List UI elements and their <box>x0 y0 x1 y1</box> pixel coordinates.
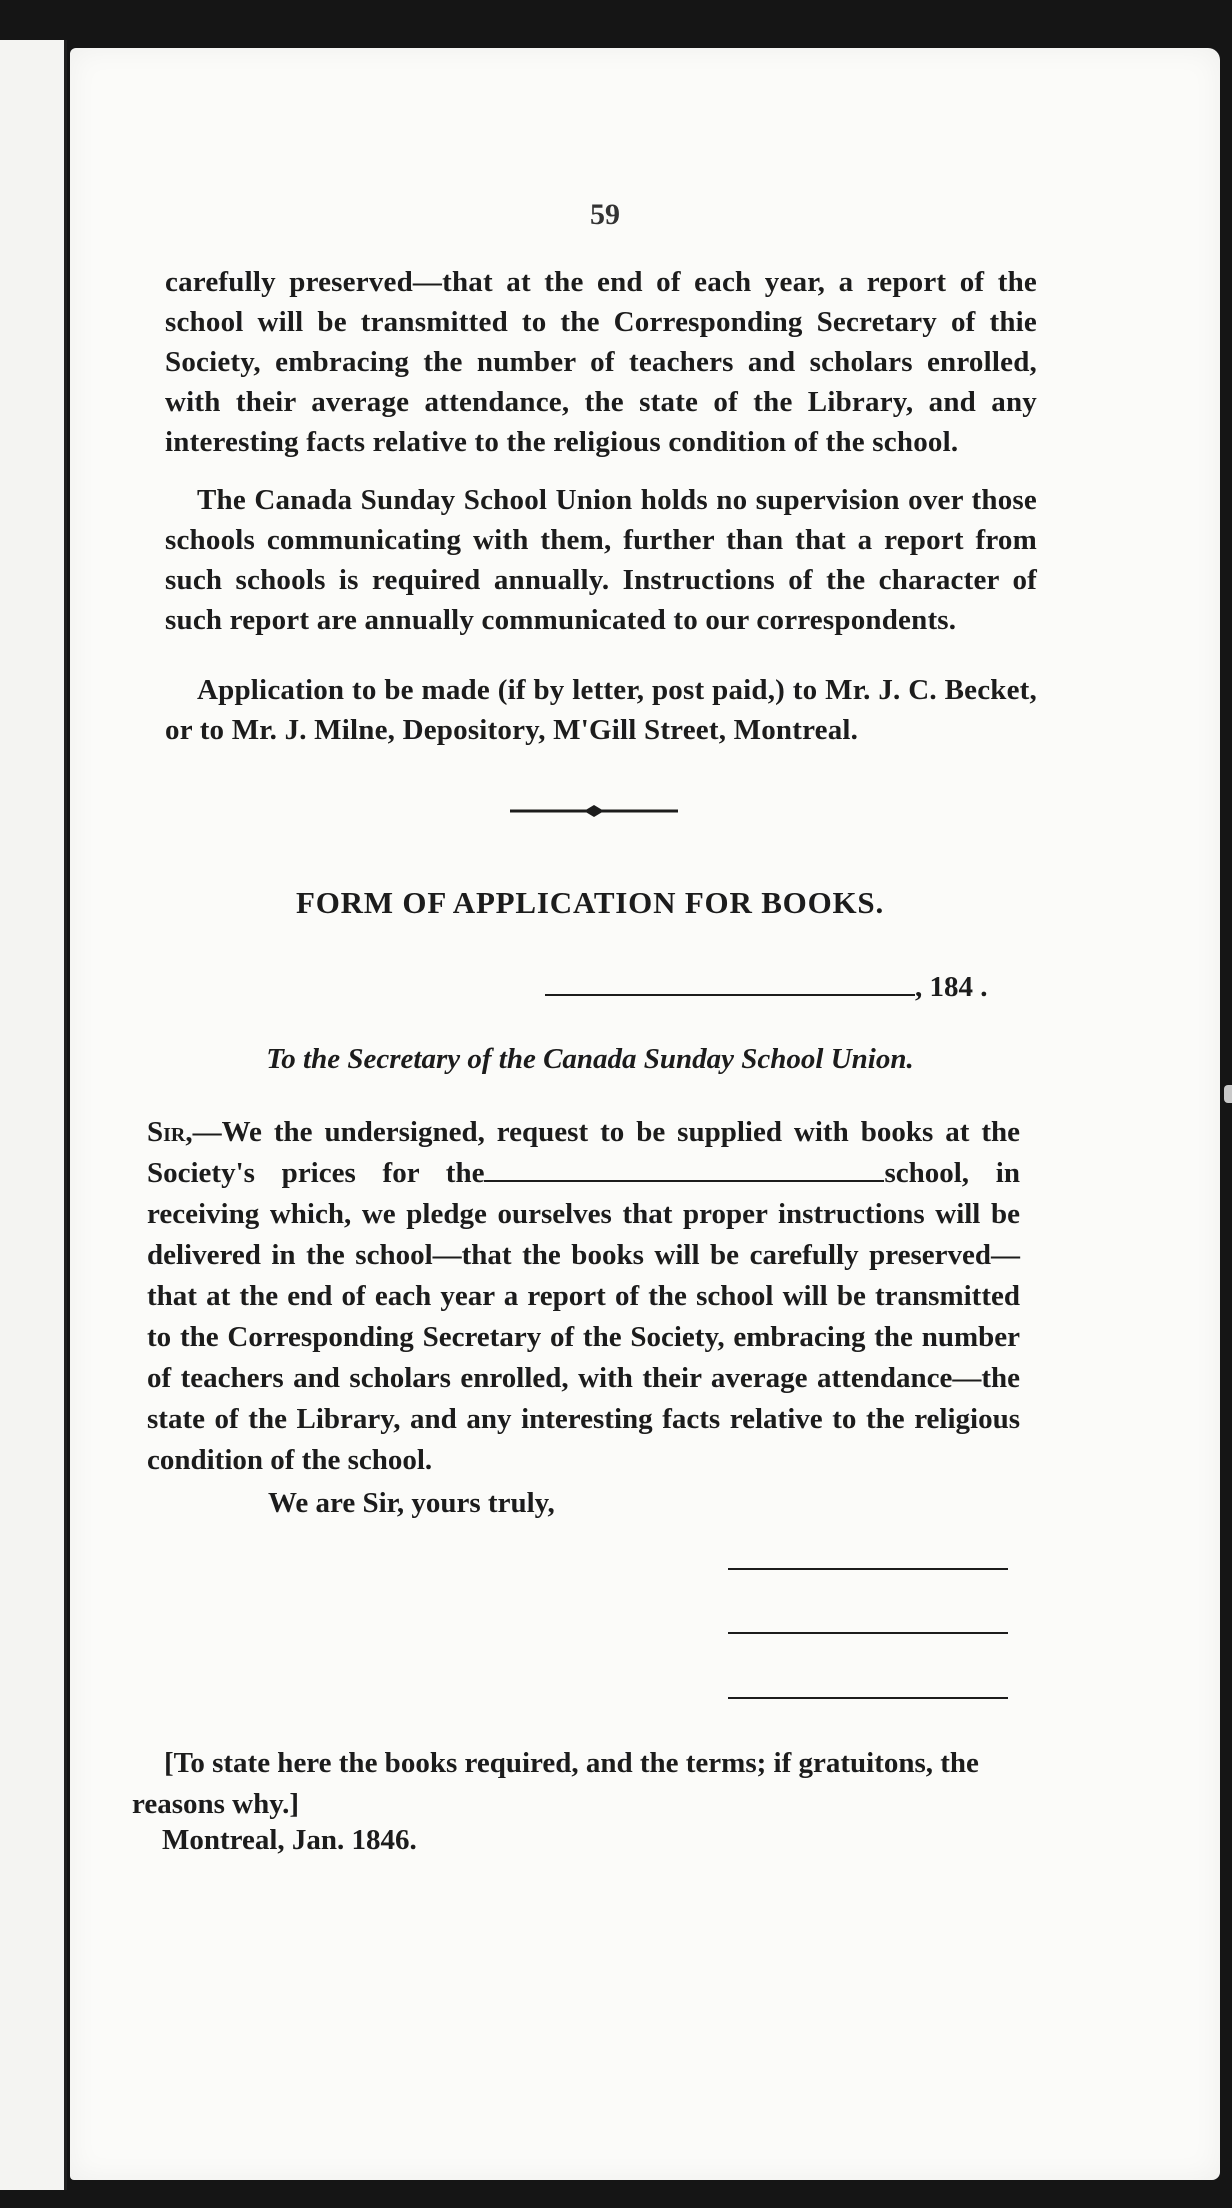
paragraph-2-text: The Canada Sunday School Union holds no supervision over those schools communicating with them, further than that a report from such schools is required annually. Instructions of the character of such report are annually communicated to our correspondents. <box>165 484 1037 636</box>
instruction-note <box>132 1743 1002 1825</box>
page-number: 59 <box>590 198 620 231</box>
salutation: To the Secretary of the Canada Sunday School Union. <box>266 1043 914 1075</box>
signature-line-3 <box>728 1697 1008 1699</box>
letter-sir: Sir, <box>147 1116 193 1148</box>
letter-body <box>147 1112 1020 1481</box>
date-line <box>545 970 988 1004</box>
letter-part-2: school, in receiving which, we pledge ourselves that proper instructions will be delivered in the school—that the books will be carefully preserved—that at the end of each year a report of the school will be transmitted to the Corresponding Secretary of the Society, embracing the number of teachers and scholars enrolled, with their average attendance—the state of the Library, and any interesting facts relative to the religious condition of the school. <box>147 1157 1020 1476</box>
closing-line: We are Sir, yours truly, <box>268 1487 555 1519</box>
signature-line-2 <box>728 1632 1008 1634</box>
school-name-blank <box>484 1158 884 1182</box>
paragraph-2 <box>165 480 1037 640</box>
paragraph-1 <box>165 262 1037 462</box>
instruction-note-text: [To state here the books required, and the terms; if gratuitons, the reasons why.] <box>132 1747 979 1820</box>
date-blank <box>545 970 915 996</box>
previous-page-edge <box>0 40 67 2190</box>
letter-part-1: —We the undersigned, request to be supplied with books at the Society's prices for the <box>147 1116 1020 1189</box>
place-and-date: Montreal, Jan. 1846. <box>162 1824 417 1856</box>
date-suffix: , 184 . <box>915 971 988 1003</box>
paragraph-1-text: carefully preserved—that at the end of each year, a report of the school will be transmitted to the Corresponding Secretary of thie Society, embracing the number of teachers and scholars enrolled, with their average attendance, the state of the Library, and any interesting facts relative to the religious condition of the school. <box>165 266 1037 458</box>
scrollbar-nub <box>1224 1085 1232 1103</box>
signature-line-1 <box>728 1568 1008 1570</box>
form-heading: FORM OF APPLICATION FOR BOOKS. <box>295 885 885 920</box>
paragraph-3 <box>165 670 1037 750</box>
paragraph-3-text: Application to be made (if by letter, post paid,) to Mr. J. C. Becket, or to Mr. J. Milne, Depository, M'Gill Street, Montreal. <box>165 674 1037 746</box>
section-divider-ornament <box>510 804 678 818</box>
